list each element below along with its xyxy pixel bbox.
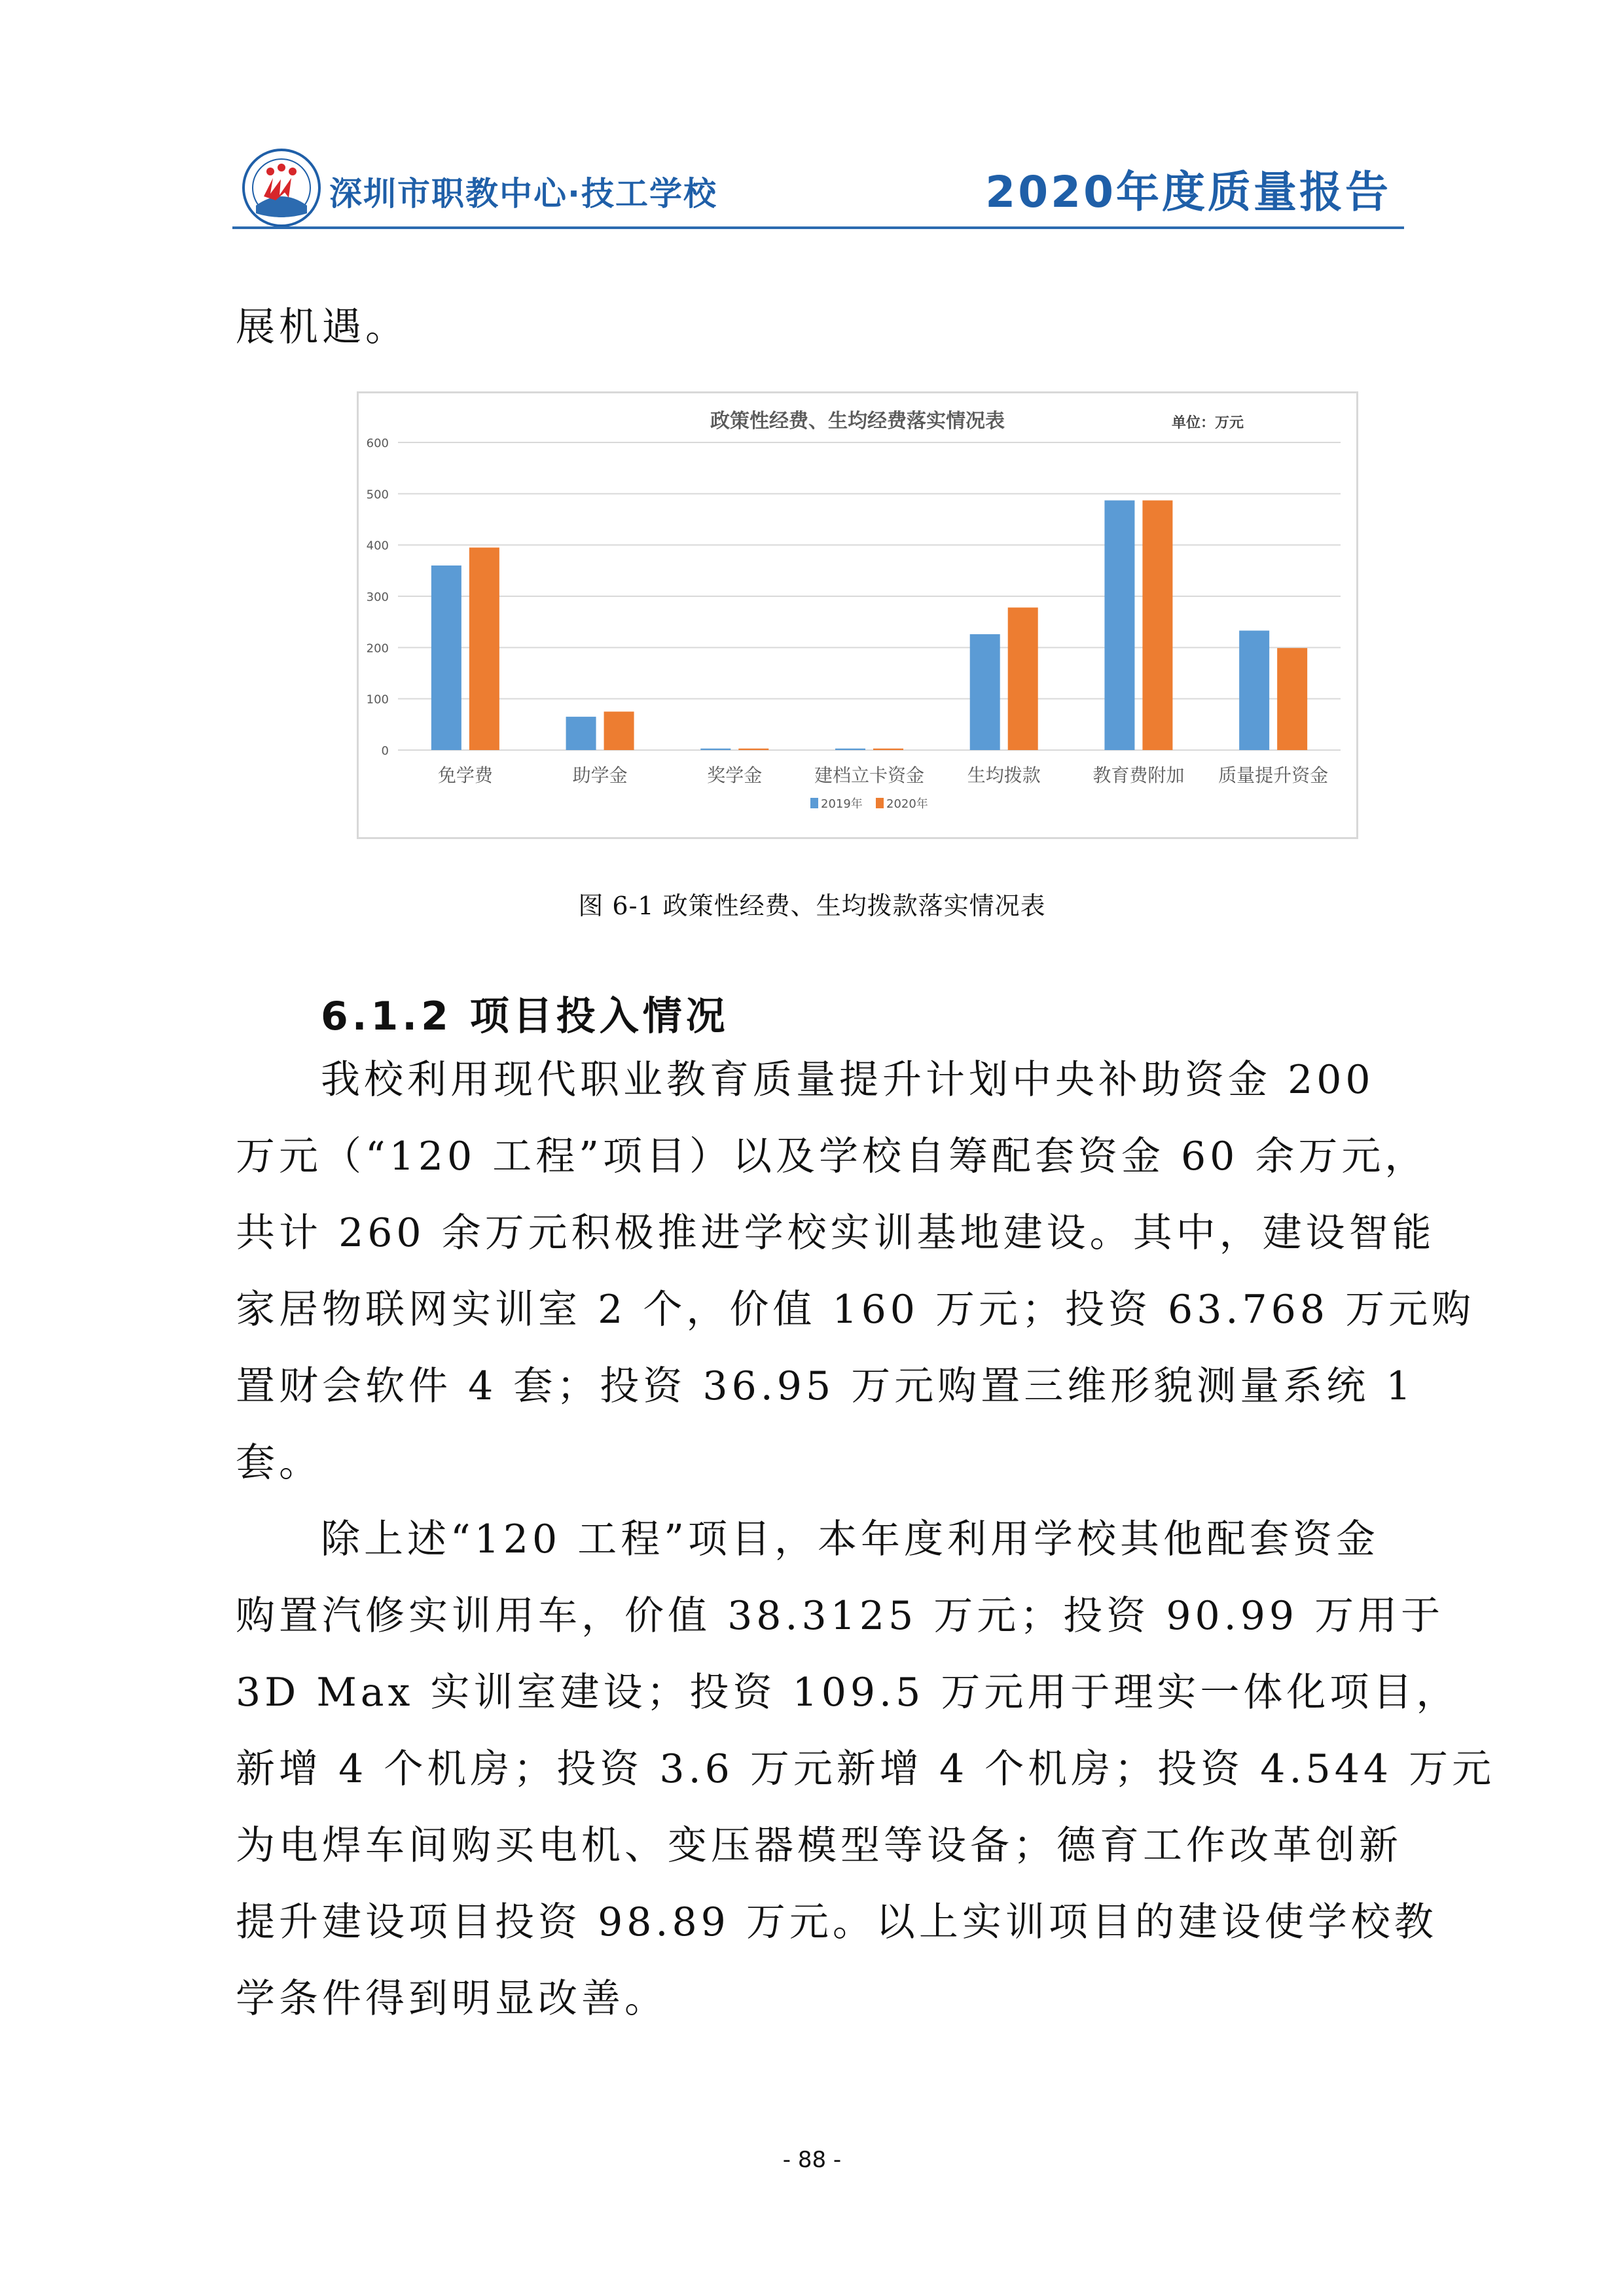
bar-2019 (1104, 501, 1134, 750)
legend-label: 2019年 (821, 797, 863, 811)
figure-caption: 图 6-1 政策性经费、生均拨款落实情况表 (578, 891, 1046, 920)
paragraph-1-line-2: 万元（“120 工程”项目）以及学校自筹配套资金 60 余万元， (236, 1134, 1428, 1179)
x-tick-label: 质量提升资金 (1218, 764, 1329, 786)
paragraph-2-line-1: 除上述“120 工程”项目，本年度利用学校其他配套资金 (321, 1516, 1379, 1562)
y-tick-label: 200 (366, 641, 389, 656)
paragraph-2-line-4: 新增 4 个机房；投资 3.6 万元新增 4 个机房；投资 4.544 万元 (236, 1746, 1496, 1792)
bar-2020 (604, 711, 634, 750)
bar-2020 (738, 749, 768, 750)
bar-chart (357, 391, 1358, 839)
bar-2019 (566, 717, 596, 750)
paragraph-1-line-1: 我校利用现代职业教育质量提升计划中央补助资金 200 (321, 1057, 1375, 1103)
paragraph-2-line-3: 3D Max 实训室建设；投资 109.5 万元用于理实一体化项目， (236, 1670, 1460, 1715)
paragraph-1-line-5: 置财会软件 4 套；投资 36.95 万元购置三维形貌测量系统 1 (236, 1363, 1415, 1409)
bar-2019 (835, 749, 865, 750)
y-tick-label: 600 (366, 437, 389, 450)
school-name: 深圳市职教中心·技工学校 (329, 175, 717, 213)
bar-2020 (1008, 607, 1038, 750)
bar-2020 (873, 749, 903, 750)
y-tick-label: 300 (366, 590, 389, 604)
y-tick-label: 0 (381, 744, 389, 758)
chart-x-labels (438, 764, 1328, 786)
bar-2019 (431, 565, 461, 750)
paragraph-2-line-7: 学条件得到明显改善。 (236, 1976, 668, 2022)
bar-2020 (469, 548, 499, 750)
page-header (232, 145, 1404, 229)
legend-swatch (810, 798, 818, 808)
header-divider (232, 226, 1404, 229)
paragraph-2-line-2: 购置汽修实训用车，价值 38.3125 万元；投资 90.99 万用于 (236, 1593, 1445, 1639)
report-title: 2020年度质量报告 (985, 167, 1391, 217)
chart-legend (810, 797, 928, 811)
bar-2019 (700, 749, 731, 750)
legend-label: 2020年 (886, 797, 928, 811)
y-tick-label: 400 (366, 539, 389, 553)
x-tick-label: 教育费附加 (1092, 764, 1185, 786)
chart-gridlines (367, 437, 1341, 758)
bar-2020 (1142, 501, 1172, 750)
bar-2020 (1277, 648, 1307, 750)
x-tick-label: 免学费 (437, 764, 493, 786)
bar-2019 (1239, 630, 1269, 750)
section-heading: 6.1.2 项目投入情况 (321, 994, 729, 1039)
x-tick-label: 建档立卡资金 (814, 764, 925, 786)
paragraph-2-line-5: 为电焊车间购买电机、变压器模型等设备；德育工作改革创新 (236, 1823, 1402, 1869)
legend-swatch (876, 798, 884, 808)
paragraph-1-line-4: 家居物联网实训室 2 个，价值 160 万元；投资 63.768 万元购 (236, 1287, 1475, 1333)
chart-title: 政策性经费、生均经费落实情况表 (710, 410, 1005, 433)
x-tick-label: 助学金 (572, 764, 628, 786)
paragraph-2-line-6: 提升建设项目投资 98.89 万元。以上实训项目的建设使学校教 (236, 1899, 1437, 1945)
x-tick-label: 奖学金 (707, 764, 763, 786)
y-tick-label: 500 (366, 488, 389, 502)
chart-canvas (359, 393, 1356, 837)
chart-unit-label: 单位：万元 (1172, 415, 1244, 431)
y-tick-label: 100 (366, 692, 389, 707)
school-logo-icon (242, 148, 321, 228)
x-tick-label: 生均拨款 (967, 764, 1041, 786)
paragraph-1-line-3: 共计 260 余万元积极推进学校实训基地建设。其中，建设智能 (236, 1210, 1435, 1256)
paragraph-1-line-6: 套。 (236, 1440, 322, 1486)
page-number: - 88 - (782, 2147, 842, 2173)
intro-tail-text: 展机遇。 (236, 304, 408, 350)
chart-bars (431, 501, 1307, 750)
bar-2019 (970, 634, 1000, 750)
